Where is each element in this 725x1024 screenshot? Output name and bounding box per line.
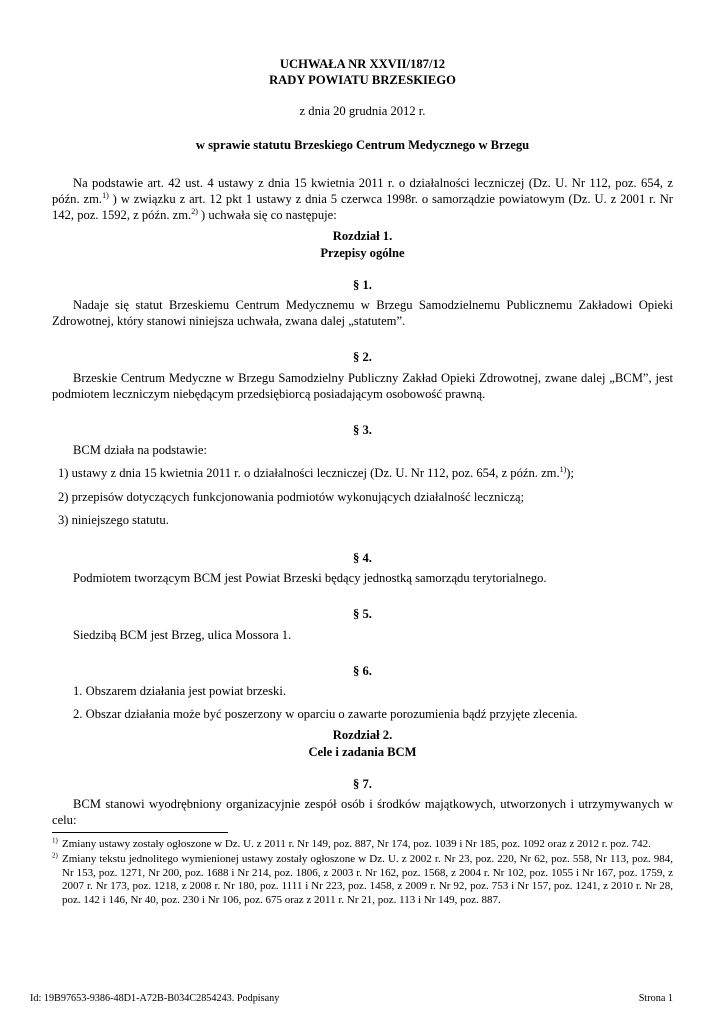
section-3-item-1 — [52, 465, 673, 481]
footnote-2 — [52, 853, 673, 907]
footnotes — [52, 838, 673, 909]
chapter-1-title: Rozdział 1. — [332, 229, 393, 244]
intro-part-1: Na podstawie art. 42 ust. 4 ustawy z dnia 15 kwietnia 2011 r. o działalności leczniczej (Dz. U. Nr 112, poz. 654, z późn. zm. — [52, 175, 673, 207]
footnote-separator — [52, 832, 228, 833]
resolution-subject: w sprawie statutu Brzeskiego Centrum Medycznego w Brzegu — [195, 137, 530, 152]
section-1-heading: § 1. — [353, 277, 372, 292]
title-line-2: RADY POWIATU BRZESKIEGO — [269, 73, 456, 88]
section-1-text: Nadaje się statut Brzeskiemu Centrum Medycznemu w Brzegu Samodzielnemu Publicznemu Zakładowi Opieki Zdrowotnej, który stanowi niniejsza uchwała, zwana dalej „statutem”. — [52, 298, 673, 329]
footnote-2-mark-text: 2) — [52, 851, 58, 860]
intro-paragraph — [52, 175, 673, 224]
title-line-1: UCHWAŁA NR XXVII/187/12 — [279, 57, 446, 71]
chapter-2-subtitle: Cele i zadania BCM — [308, 744, 417, 759]
section-3-item-1-end: ); — [566, 466, 574, 481]
section-6-item-1: 1. Obszarem działania jest powiat brzeski. — [73, 684, 286, 699]
section-4-text: Podmiotem tworzącym BCM jest Powiat Brzeski będący jednostką samorządu terytorialnego. — [73, 571, 547, 586]
document-body — [52, 56, 673, 829]
section-3-item-2: 2) przepisów dotyczących funkcjonowania podmiotów wykonujących działalność leczniczą; — [58, 489, 525, 504]
footnote-ref-1: 1) — [102, 190, 109, 200]
section-2-heading: § 2. — [353, 350, 372, 365]
section-3-lead: BCM działa na podstawie: — [73, 443, 207, 458]
chapter-1-subtitle: Przepisy ogólne — [320, 245, 405, 260]
intro-part-2: ) w związku z art. 12 pkt 1 ustawy z dnia 5 czerwca 1998r. o samorządzie powiatowym (Dz. U. z 2001 r. Nr 142, poz. 1592, z późn. zm. — [52, 192, 673, 223]
section-3-item-1-text: 1) ustawy z dnia 15 kwietnia 2011 r. o działalności leczniczej (Dz. U. Nr 112, poz. 654, z późn. zm. — [58, 466, 560, 481]
footnote-1 — [52, 838, 673, 851]
section-5-heading: § 5. — [353, 607, 372, 622]
footnote-ref-2: 2) — [191, 207, 198, 217]
footnote-2-text: Zmiany tekstu jednolitego wymienionej ustawy zostały ogłoszone w Dz. U. z 2002 r. Nr 23, poz. 220, Nr 62, poz. 558, Nr 113, poz. 984, Nr 153, poz. 1271, Nr 200, poz. 1688 i Nr 214, poz. 1806, z 2003 r. Nr 162, poz. 1568, z 2004 r. Nr 102, poz. 1055 i Nr 167, poz. 1759, z 2007 r. Nr 173, poz. 1218, z 2008 r. Nr 180, poz. 1111 i Nr 223, poz. 1458, z 2009 r. Nr 92, poz. 753 i Nr 157, poz. 1241, z 2010 r. Nr 28, poz. 142 i 146, Nr 40, poz. 230 i Nr 106, poz. 675 oraz z 2011 r. Nr 21, poz. 113 i Nr 149, poz. 887. — [62, 853, 673, 906]
section-5-text: Siedzibą BCM jest Brzeg, ulica Mossora 1. — [73, 627, 292, 642]
section-4-heading: § 4. — [353, 551, 372, 566]
footnote-1-mark — [52, 838, 62, 851]
section-3-item-3: 3) niniejszego statutu. — [58, 512, 169, 527]
footnote-ref-1b: 1) — [559, 465, 567, 475]
chapter-2-title: Rozdział 2. — [332, 728, 393, 743]
page-number: Strona 1 — [638, 993, 673, 1004]
chapter-2-heading — [52, 727, 673, 759]
section-6-item-2: 2. Obszar działania może być poszerzony w oparciu o zawarte porozumienia bądź przyjęte zlecenia. — [73, 707, 578, 722]
page-footer — [30, 993, 673, 1004]
footnote-2-mark — [52, 853, 62, 907]
chapter-1-heading — [52, 228, 673, 260]
resolution-title — [52, 56, 673, 88]
resolution-date: z dnia 20 grudnia 2012 r. — [299, 104, 426, 119]
section-7-text: BCM stanowi wyodrębniony organizacyjnie zespół osób i środków majątkowych, utworzonych i utrzymywanych w celu: — [52, 797, 673, 828]
intro-part-3: ) uchwała się co następuje: — [197, 208, 337, 223]
document-id: Id: 19B97653-9386-48D1-A72B-B034C2854243. Podpisany — [30, 993, 280, 1004]
footnote-1-mark-text: 1) — [52, 836, 58, 845]
section-7-heading: § 7. — [353, 776, 372, 791]
footnote-1-text: Zmiany ustawy zostały ogłoszone w Dz. U. z 2011 r. Nr 149, poz. 887, Nr 174, poz. 1039 i Nr 185, poz. 1092 oraz z 2012 r. poz. 742. — [62, 838, 651, 850]
section-6-heading: § 6. — [353, 663, 372, 678]
section-3-heading: § 3. — [353, 423, 372, 438]
section-2-text: Brzeskie Centrum Medyczne w Brzegu Samodzielny Publiczny Zakład Opieki Zdrowotnej, zwane dalej „BCM”, jest podmiotem leczniczym niebędącym przedsiębiorcą posiadającym osobowość prawną. — [52, 370, 673, 401]
